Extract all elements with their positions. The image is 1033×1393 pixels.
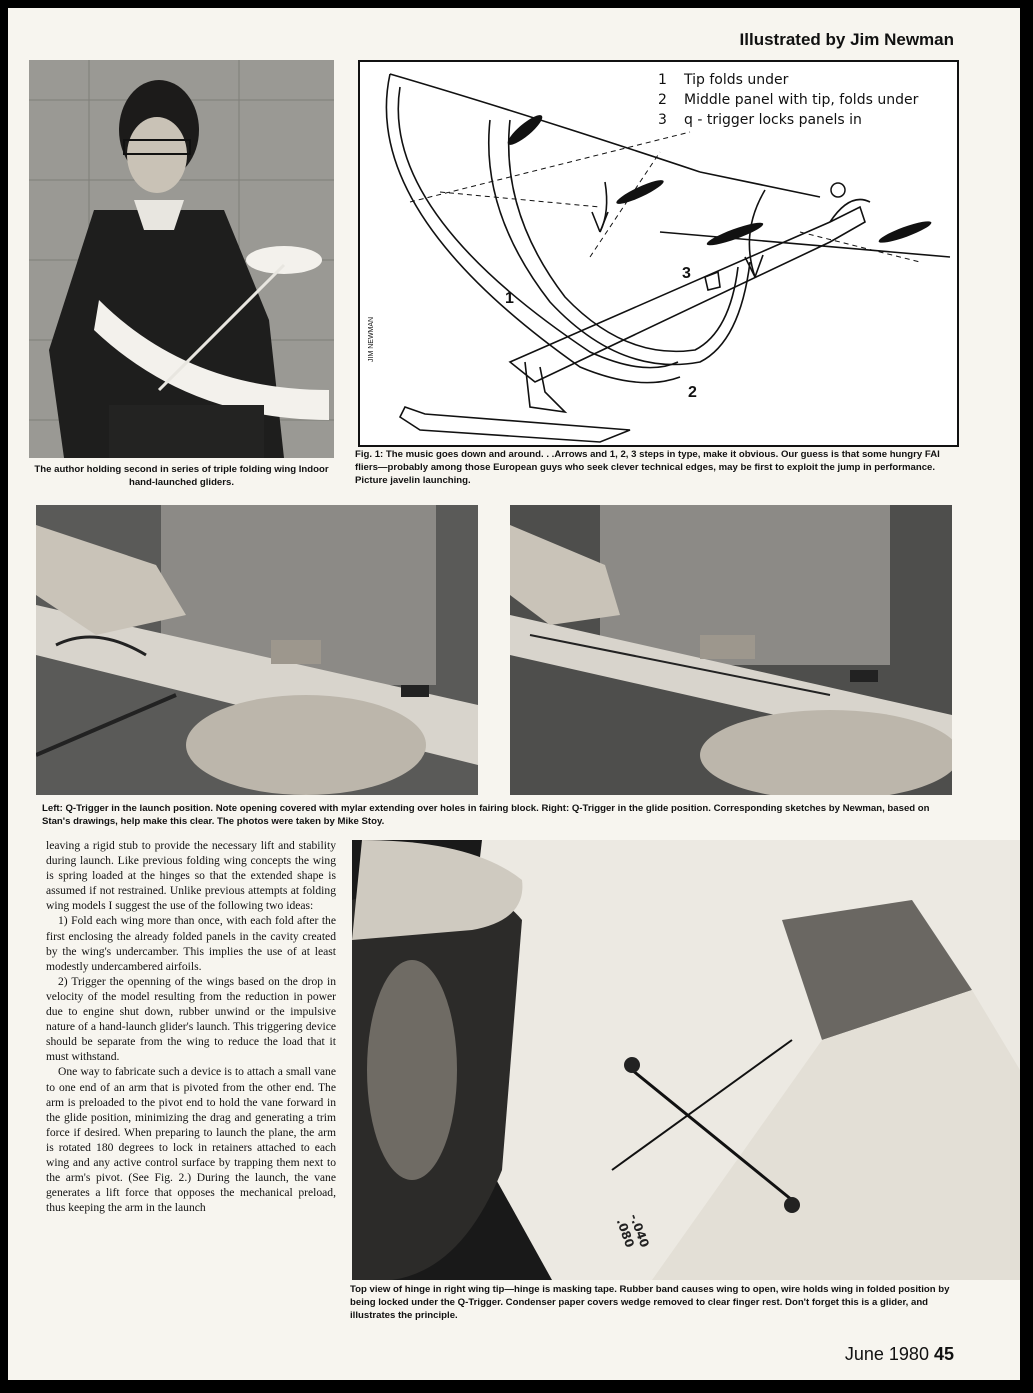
- article-paragraph: leaving a rigid stub to provide the necessary lift and stability during launch. Like previous folding wing concepts the wing is spring loaded at the hinges so that the extended shape is assumed if not restrained. Unlike previous attempts at folding wing models I suggest the use of the following two ideas:: [46, 839, 336, 913]
- q-trigger-photos-caption: Left: Q-Trigger in the launch position. Note opening covered with mylar extending over holes in fairing block. Right: Q-Trigger in the glide position. Corresponding sketches by Newman, based on Stan's drawings, help make this clear. The photos were taken by Mike Stoy.: [42, 803, 930, 827]
- page-folio: [845, 1344, 954, 1365]
- hinge-photo-caption: Top view of hinge in right wing tip—hinge is masking tape. Rubber band causes wing to open, wire holds wing in folded position by being locked under the Q-Trigger. Condenser paper covers wedge removed to clear finger rest. Don't forget this is a glider, and illustrates the principle.: [350, 1284, 950, 1321]
- q-trigger-glide-photo: [510, 505, 952, 795]
- illustrator-signature: JIM NEWMAN: [368, 316, 375, 362]
- author-photo-illustration: [29, 60, 334, 458]
- hinge-photo-marking: -.040 .080: [613, 1212, 652, 1250]
- page-number: 45: [933, 1344, 954, 1364]
- hinge-photo: [352, 840, 1020, 1280]
- launch-photo-illustration: [36, 505, 478, 795]
- magazine-page: [8, 8, 1020, 1380]
- author-photo-caption: The author holding second in series of triple folding wing Indoor hand-launched gliders.: [34, 464, 329, 488]
- illustration-credit: Illustrated by Jim Newman: [739, 30, 954, 49]
- glide-photo-illustration: [510, 505, 952, 795]
- author-photo: [29, 60, 334, 458]
- callout-2: 2: [688, 384, 697, 401]
- figure-1-diagram: [358, 60, 959, 447]
- callout-3: 3: [682, 265, 691, 282]
- figure-1-legend: [658, 70, 918, 130]
- hinge-photo-illustration: [352, 840, 1020, 1280]
- q-trigger-launch-photo: [36, 505, 478, 795]
- figure-1-caption: Fig. 1: The music goes down and around. . .Arrows and 1, 2, 3 steps in type, make it obvious. Our guess is that some hungry FAI fliers—probably among those European guys who seek clever technical edges, may be first to exploit the jump in performance. Picture javelin launching.: [355, 449, 940, 486]
- article-paragraph: 1) Fold each wing more than once, with each fold after the first enclosing the already folded panels in the cavity created by the wing's undercamber. This implies the use of at least modestly undercambered airfoils.: [46, 914, 336, 973]
- legend-item-3: 3 q - trigger locks panels in: [658, 112, 862, 128]
- legend-item-2: 2 Middle panel with tip, folds under: [658, 92, 919, 108]
- issue-date: June 1980: [844, 1344, 929, 1364]
- legend-item-1: 1 Tip folds under: [658, 72, 789, 88]
- article-paragraph: 2) Trigger the openning of the wings based on the drop in velocity of the model resulting from the reduction in power due to engine shut down, rubber unwind or the impulsive nature of a hand-launch glider's launch. This triggering device should be separate from the wing to reduce the load that it must withstand.: [46, 974, 336, 1064]
- article-paragraph: One way to fabricate such a device is to attach a small vane to one end of an arm that is pivoted from the other end. The arm is preloaded to the pivot end to hold the vane forward in the glide position, minimizing the drag and generating a trim force if desired. When preparing to launch the plane, the arm is rotated 180 degrees to lock in retainers attached to each wing and any active control surface by trapping them next to the arm's pivot. (See Fig. 2.) During the launch, the vane generates a lift force that opposes the mechanical preload, thus keeping the arm in the launch: [46, 1065, 336, 1215]
- article-body: [46, 838, 336, 1215]
- callout-1: 1: [505, 290, 514, 307]
